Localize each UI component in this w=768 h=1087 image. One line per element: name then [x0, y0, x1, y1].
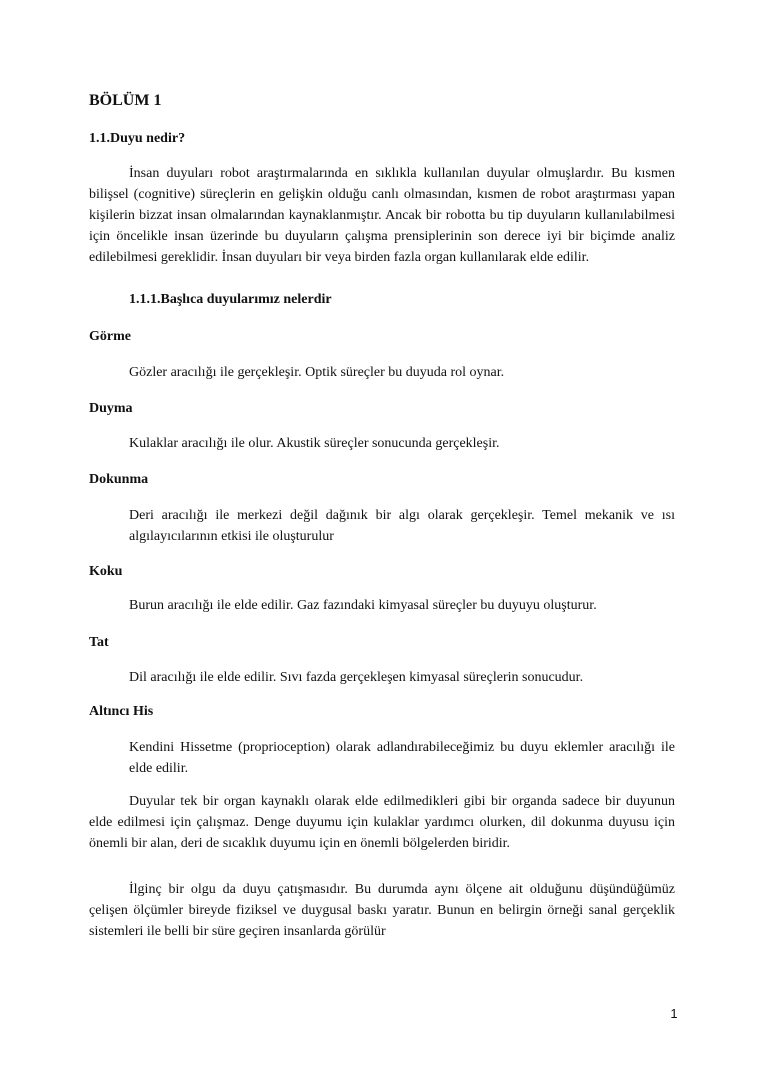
sense-description-koku: Burun aracılığı ile elde edilir. Gaz fazındaki kimyasal süreçler bu duyuyu oluşturur.: [129, 598, 597, 613]
sense-heading-koku: Koku: [89, 564, 123, 579]
sense-description-duyma: Kulaklar aracılığı ile olur. Akustik süreçler sonucunda gerçekleşir.: [129, 436, 500, 451]
paragraph-organs: Duyular tek bir organ kaynaklı olarak elde edilmedikleri gibi bir organda sadece bir duyunun elde edilmesi için çalışmaz. Denge duyumu için kulaklar yardımcı olurken, dil dokunma duyusu için önemli bir alan, deri de sıcaklık duyumu için en önemli bölgelerden biridir.: [89, 794, 675, 851]
section-title: 1.1.Duyu nedir?: [89, 131, 186, 146]
chapter-title: BÖLÜM 1: [89, 92, 162, 109]
sense-heading-tat: Tat: [89, 635, 109, 650]
sense-description-dokunma: Deri aracılığı ile merkezi değil dağınık bir algı olarak gerçekleşir. Temel mekanik ve ısı algılayıcılarının etkisi ile oluşturulur: [129, 508, 675, 544]
sense-heading-duyma: Duyma: [89, 401, 133, 416]
page-number: 1: [670, 1006, 678, 1021]
paragraph-conflict: İlginç bir olgu da duyu çatışmasıdır. Bu durumda aynı ölçene ait olduğunu düşündüğümüz çelişen ölçümler bireyde fiziksel ve duygusal baskı yaratır. Bunun en belirgin örneği sanal gerçeklik sistemleri ile belli bir süre geçiren insanlarda görülür: [89, 882, 675, 939]
sense-description-tat: Dil aracılığı ile elde edilir. Sıvı fazda gerçekleşen kimyasal süreçlerin sonucudur.: [129, 670, 584, 685]
sense-description-altinci-his: Kendini Hissetme (proprioception) olarak adlandırabileceğimiz bu duyu eklemler aracılığı ile elde edilir.: [129, 740, 675, 776]
intro-paragraph: İnsan duyuları robot araştırmalarında en sıklıkla kullanılan duyular olmuşlardır. Bu kısmen bilişsel (cognitive) süreçlerin en gelişkin olduğu canlı olmasından, kısmen de robot araştırması yapan kişilerin bizzat insan olmalarından kaynaklanmıştır. Ancak bir robotta bu tip duyuların kullanılabilmesi için öncelikle insan üzerinde bu duyuların çalışma prensiplerinin son derece iyi bir biçimde analiz edilebilmesi gereklidir. İnsan duyuları bir veya birden fazla organ kullanılarak elde edilir.: [89, 166, 675, 265]
sense-description-gorme: Gözler aracılığı ile gerçekleşir. Optik süreçler bu duyuda rol oynar.: [129, 365, 505, 380]
sense-heading-altinci-his: Altıncı His: [89, 704, 154, 719]
sense-heading-gorme: Görme: [89, 329, 131, 344]
subsection-title: 1.1.1.Başlıca duyularımız nelerdir: [129, 292, 332, 307]
sense-heading-dokunma: Dokunma: [89, 472, 149, 487]
